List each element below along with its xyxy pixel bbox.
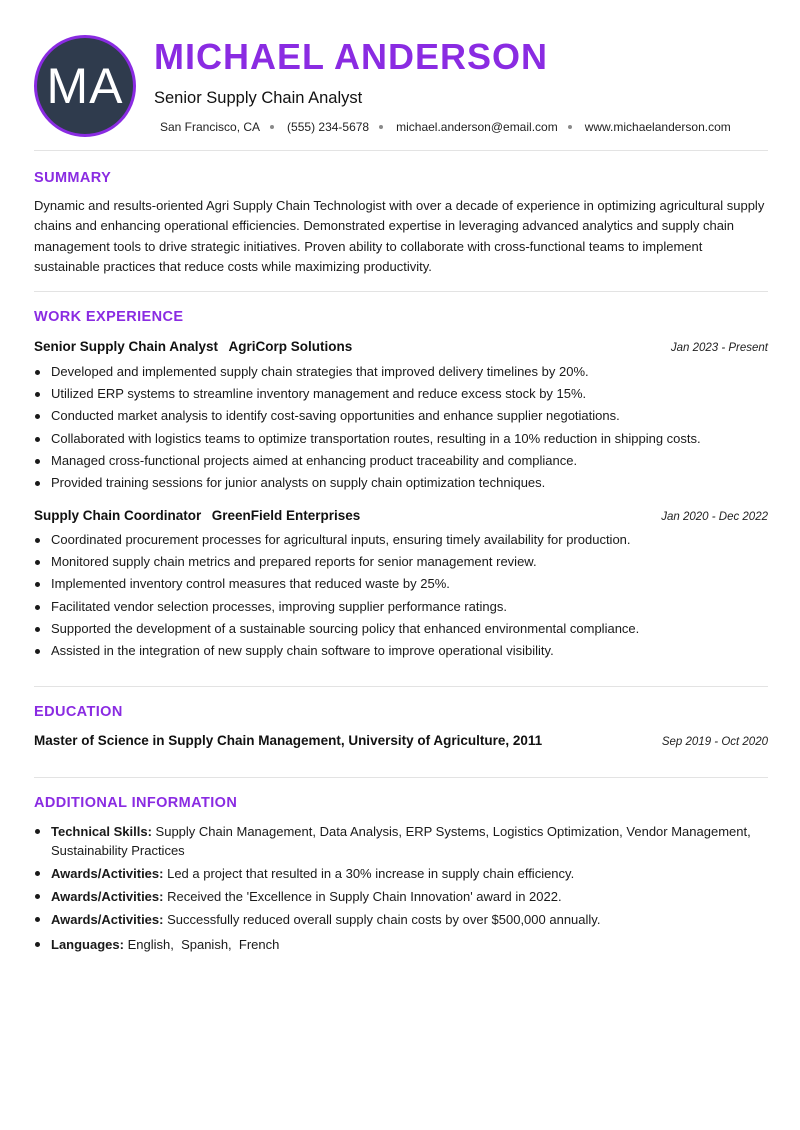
education-entry bbox=[34, 733, 768, 748]
list-item: Supported the development of a sustainable sourcing policy that enhanced environmental compliance. bbox=[51, 620, 771, 642]
separator-dot-icon bbox=[568, 125, 572, 129]
divider bbox=[34, 686, 768, 687]
list-item: Managed cross-functional projects aimed at enhancing product traceability and compliance. bbox=[51, 452, 771, 474]
item-label: Awards/Activities: bbox=[51, 912, 164, 927]
list-item: Assisted in the integration of new supply chain software to improve operational visibility. bbox=[51, 642, 771, 664]
contact-bar bbox=[160, 120, 770, 134]
list-item: Collaborated with logistics teams to optimize transportation routes, resulting in a 10% reduction in shipping costs. bbox=[51, 430, 771, 452]
additional-heading: ADDITIONAL INFORMATION bbox=[34, 795, 238, 811]
avatar bbox=[34, 35, 136, 137]
divider bbox=[34, 291, 768, 292]
separator-dot-icon bbox=[270, 125, 274, 129]
education-dates: Sep 2019 - Oct 2020 bbox=[661, 736, 768, 748]
job-bullets bbox=[51, 531, 771, 664]
list-item: Coordinated procurement processes for agricultural inputs, ensuring timely availability for production. bbox=[51, 531, 771, 553]
item-label: Awards/Activities: bbox=[51, 889, 164, 904]
list-item: Utilized ERP systems to streamline inventory management and reduce excess stock by 15%. bbox=[51, 385, 771, 407]
education-heading: EDUCATION bbox=[34, 704, 123, 720]
list-item bbox=[51, 910, 771, 929]
list-item: Monitored supply chain metrics and prepared reports for senior management review. bbox=[51, 553, 771, 575]
job-company: AgriCorp Solutions bbox=[228, 339, 353, 354]
candidate-title: Senior Supply Chain Analyst bbox=[154, 89, 363, 107]
avatar-initials: MA bbox=[46, 58, 124, 114]
divider bbox=[34, 777, 768, 778]
job-company: GreenField Enterprises bbox=[211, 508, 361, 523]
divider bbox=[34, 150, 768, 151]
item-text: Supply Chain Management, Data Analysis, ERP Systems, Logistics Optimization, Vendor Management, Sustainability Practices bbox=[51, 824, 751, 858]
job-dates: Jan 2023 - Present bbox=[670, 342, 768, 354]
item-label: Awards/Activities: bbox=[51, 866, 164, 881]
list-item bbox=[51, 822, 771, 860]
contact-phone[interactable]: (555) 234-5678 bbox=[287, 120, 370, 134]
contact-website[interactable]: www.michaelanderson.com bbox=[584, 120, 731, 134]
job-dates: Jan 2020 - Dec 2022 bbox=[661, 511, 768, 523]
job-header bbox=[34, 338, 768, 356]
summary-text: Dynamic and results-oriented Agri Supply Chain Technologist with over a decade of experience in optimizing agricultural supply chains and enhancing operational efficiencies. Demonstrated expertise in leveraging advanced analytics and supply chain management tools to drive strategic initiatives. Proven ability to collaborate with cross-functional teams to implement sustainable practices that reduce costs while maximizing productivity. bbox=[34, 198, 765, 275]
list-item: Developed and implemented supply chain strategies that improved delivery timelines by 20%. bbox=[51, 363, 771, 385]
job-role: Senior Supply Chain Analyst bbox=[34, 339, 219, 354]
item-label: Languages: bbox=[51, 937, 124, 952]
separator-dot-icon bbox=[379, 125, 383, 129]
candidate-name: MICHAEL ANDERSON bbox=[154, 36, 549, 77]
summary-heading: SUMMARY bbox=[34, 170, 112, 186]
experience-heading: WORK EXPERIENCE bbox=[34, 309, 184, 325]
contact-email[interactable]: michael.anderson@email.com bbox=[396, 120, 558, 134]
list-item bbox=[51, 887, 771, 906]
list-item: Implemented inventory control measures that reduced waste by 25%. bbox=[51, 575, 771, 597]
list-item bbox=[51, 864, 771, 883]
item-text: Received the 'Excellence in Supply Chain Innovation' award in 2022. bbox=[167, 889, 562, 904]
list-item: Provided training sessions for junior analysts on supply chain optimization techniques. bbox=[51, 474, 771, 496]
list-item: Facilitated vendor selection processes, improving supplier performance ratings. bbox=[51, 598, 771, 620]
additional-list bbox=[51, 822, 771, 958]
item-text: Successfully reduced overall supply chain costs by over $500,000 annually. bbox=[167, 912, 601, 927]
job-role: Supply Chain Coordinator bbox=[34, 508, 202, 523]
item-label: Technical Skills: bbox=[51, 824, 152, 839]
job-bullets bbox=[51, 363, 771, 496]
job-header bbox=[34, 507, 768, 525]
contact-location: San Francisco, CA bbox=[160, 120, 261, 134]
item-text: Led a project that resulted in a 30% increase in supply chain efficiency. bbox=[167, 866, 575, 881]
education-degree: Master of Science in Supply Chain Management, University of Agriculture, 2011 bbox=[34, 733, 543, 748]
list-item: Conducted market analysis to identify cost-saving opportunities and enhance supplier negotiations. bbox=[51, 407, 771, 429]
list-item bbox=[51, 935, 771, 954]
item-text: English, Spanish, French bbox=[127, 937, 280, 952]
